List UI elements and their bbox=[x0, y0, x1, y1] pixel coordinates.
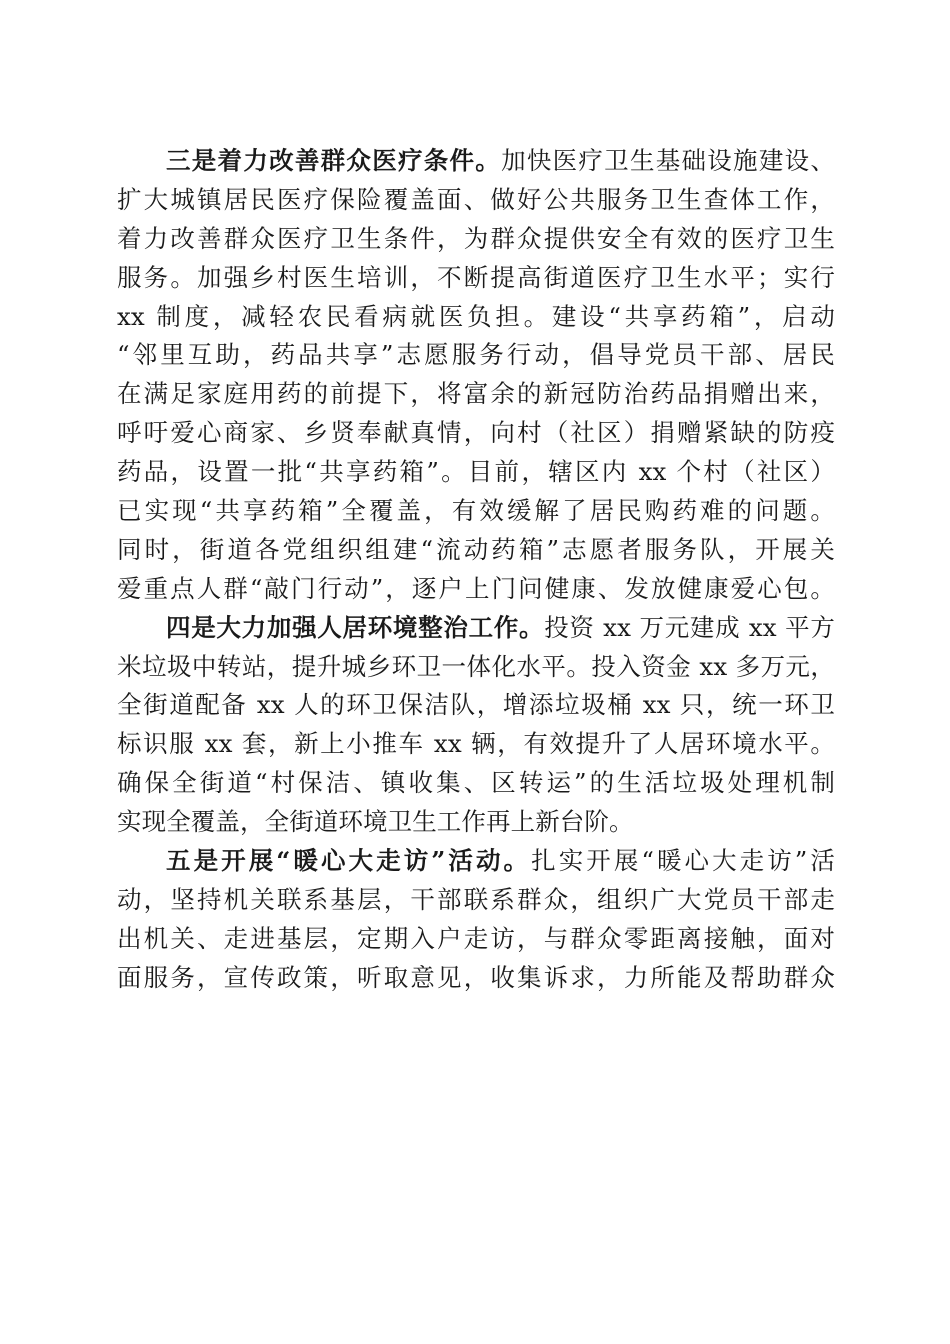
paragraph-line: 米垃圾中转站，提升城乡环卫一体化水平。投入资金 xx 多万元， bbox=[117, 651, 835, 681]
paragraph-heading: 四是大力加强人居环境整治工作。 bbox=[166, 612, 545, 642]
paragraph-line bbox=[117, 142, 835, 181]
paragraph-line: 面服务，宣传政策，听取意见，收集诉求，力所能及帮助群众 bbox=[117, 962, 835, 992]
paragraph-heading: 三是着力改善群众医疗条件。 bbox=[166, 146, 502, 175]
paragraph-line: 着力改善群众医疗卫生条件，为群众提供安全有效的医疗卫生 bbox=[117, 223, 835, 253]
paragraph-line: 动，坚持机关联系基层，干部联系群众，组织广大党员干部走 bbox=[117, 884, 835, 914]
paragraph-text: 加快医疗卫生基础设施建设、 bbox=[501, 146, 835, 175]
paragraph-line: 扩大城镇居民医疗保险覆盖面、做好公共服务卫生查体工作， bbox=[117, 184, 835, 214]
paragraph-line: xx 制度，减轻农民看病就医负担。建设“共享药箱”，启动 bbox=[117, 301, 835, 331]
paragraph-line: 出机关、走进基层，定期入户走访，与群众零距离接触，面对 bbox=[117, 923, 835, 953]
paragraph-line: 服务。加强乡村医生培训，不断提高街道医疗卫生水平；实行 bbox=[117, 262, 835, 292]
paragraph-line: 全街道配备 xx 人的环卫保洁队，增添垃圾桶 xx 只，统一环卫 bbox=[117, 690, 835, 720]
paragraph-line: 同时，街道各党组织组建“流动药箱”志愿者服务队，开展关 bbox=[117, 534, 835, 564]
paragraph-line bbox=[117, 842, 835, 881]
document-body bbox=[117, 142, 835, 998]
paragraph-line: “邻里互助，药品共享”志愿服务行动，倡导党员干部、居民 bbox=[117, 340, 835, 370]
paragraph-heading: 五是开展“暖心大走访”活动。 bbox=[166, 846, 532, 876]
paragraph-line: 确保全街道“村保洁、镇收集、区转运”的生活垃圾处理机制 bbox=[117, 768, 835, 798]
paragraph-line bbox=[117, 609, 835, 648]
paragraph-line: 呼吁爱心商家、乡贤奉献真情，向村（社区）捐赠紧缺的防疫 bbox=[117, 418, 835, 448]
paragraph-text: 扎实开展“暖心大走访”活 bbox=[531, 846, 836, 876]
paragraph-text: 投资 xx 万元建成 xx 平方 bbox=[544, 612, 835, 642]
paragraph-line: 已实现“共享药箱”全覆盖，有效缓解了居民购药难的问题。 bbox=[117, 496, 835, 526]
paragraph-line: 在满足家庭用药的前提下，将富余的新冠防治药品捐赠出来， bbox=[117, 379, 835, 409]
paragraph-line: 标识服 xx 套，新上小推车 xx 辆，有效提升了人居环境水平。 bbox=[117, 729, 835, 759]
paragraph-line: 爱重点人群“敲门行动”，逐户上门问健康、发放健康爱心包。 bbox=[117, 573, 835, 603]
paragraph-line: 药品，设置一批“共享药箱”。目前，辖区内 xx 个村（社区） bbox=[117, 457, 835, 487]
paragraph-line: 实现全覆盖，全街道环境卫生工作再上新台阶。 bbox=[117, 807, 634, 837]
